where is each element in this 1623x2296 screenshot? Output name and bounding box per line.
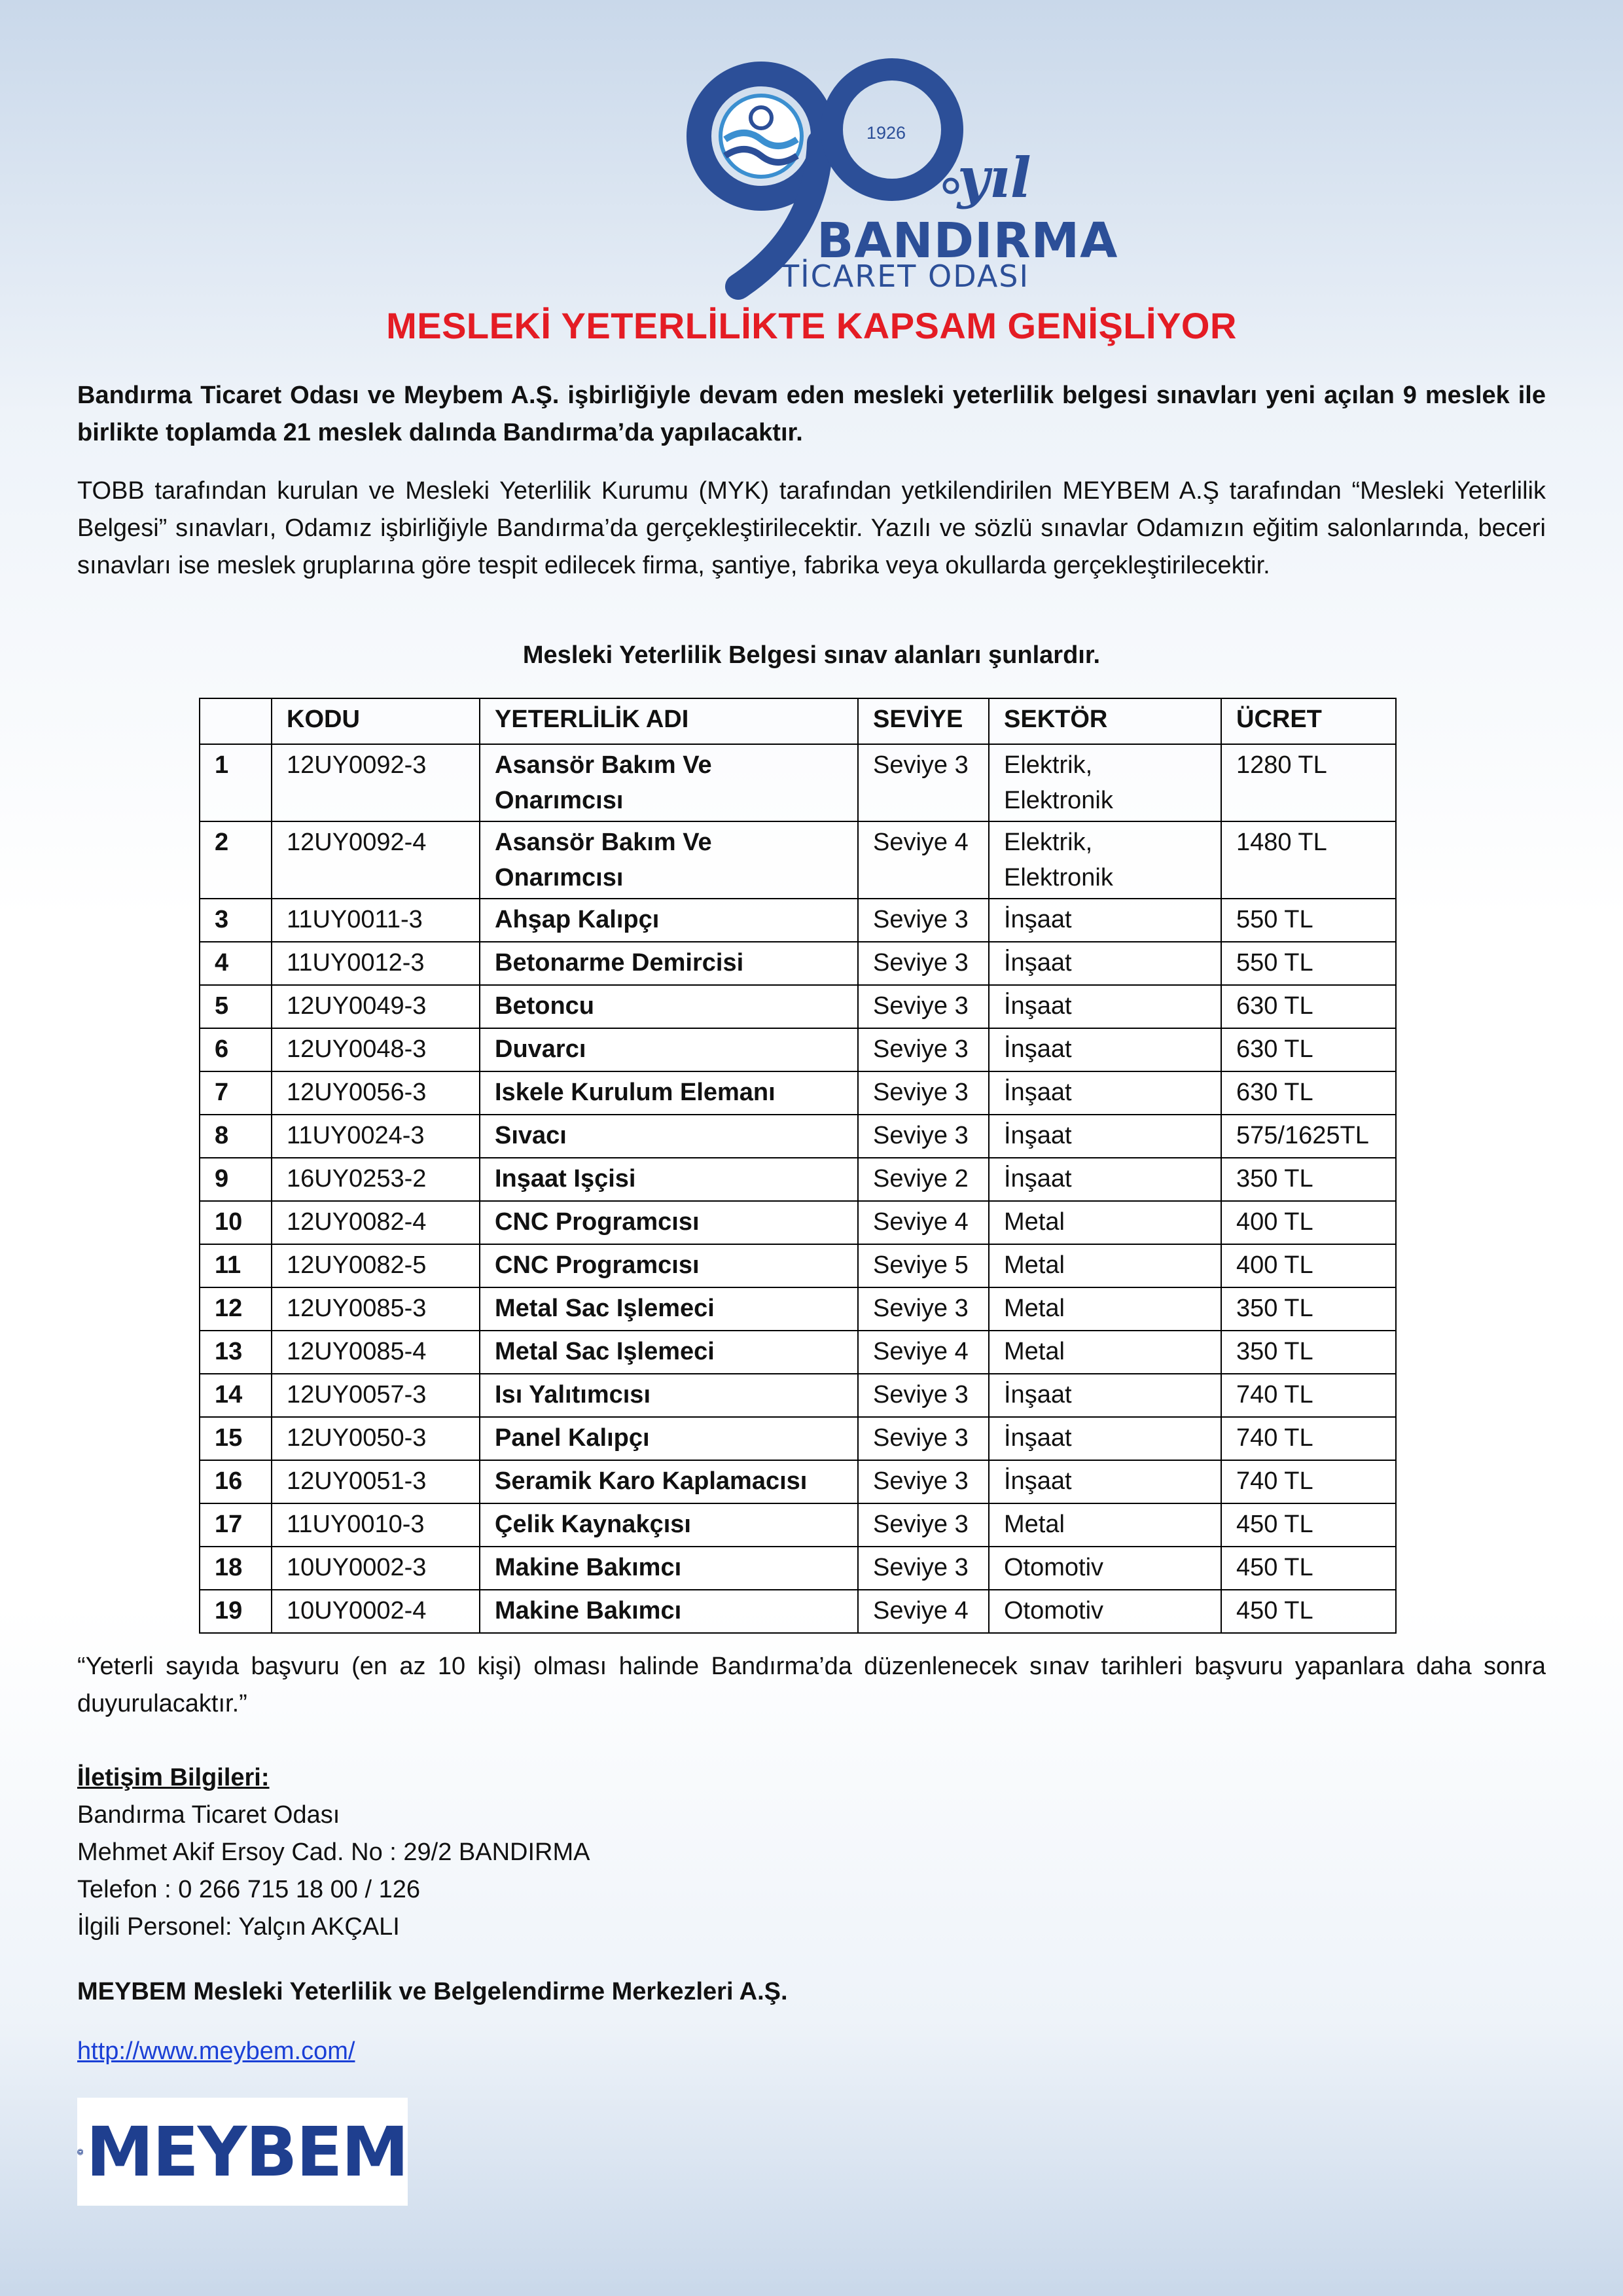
row-number: 19	[200, 1590, 272, 1633]
qualification-name: Iskele Kurulum Elemanı	[480, 1071, 858, 1115]
qualification-code: 12UY0048-3	[272, 1028, 480, 1071]
qualification-code: 12UY0057-3	[272, 1374, 480, 1417]
table-row	[200, 1547, 1396, 1590]
qualification-level: Seviye 3	[858, 1287, 989, 1331]
sector: İnşaat	[989, 985, 1221, 1028]
qualification-name: Seramik Karo Kaplamacısı	[480, 1460, 858, 1503]
fee: 1280 TL	[1221, 744, 1396, 821]
qualification-name: Asansör Bakım Ve Onarımcısı	[480, 744, 858, 821]
sector: Metal	[989, 1201, 1221, 1244]
qualification-code: 11UY0024-3	[272, 1115, 480, 1158]
header-kodu: KODU	[272, 698, 480, 744]
qualification-level: Seviye 5	[858, 1244, 989, 1287]
qualification-code: 12UY0085-3	[272, 1287, 480, 1331]
header-yeterlilik-adi: YETERLİLİK ADI	[480, 698, 858, 744]
row-number: 6	[200, 1028, 272, 1071]
sector: İnşaat	[989, 1115, 1221, 1158]
qualification-level: Seviye 3	[858, 899, 989, 942]
table-row	[200, 1590, 1396, 1633]
qualification-level: Seviye 4	[858, 1201, 989, 1244]
fee: 350 TL	[1221, 1287, 1396, 1331]
sector: Elektrik, Elektronik	[989, 821, 1221, 899]
qualification-level: Seviye 3	[858, 1460, 989, 1503]
header-no	[200, 698, 272, 744]
qualification-code: 10UY0002-3	[272, 1547, 480, 1590]
contact-address: Mehmet Akif Ersoy Cad. No : 29/2 BANDIRMA	[77, 1839, 590, 1866]
sector: Otomotiv	[989, 1547, 1221, 1590]
contact-heading: İletişim Bilgileri:	[77, 1764, 270, 1791]
row-number: 15	[200, 1417, 272, 1460]
qualification-code: 16UY0253-2	[272, 1158, 480, 1201]
intro-paragraph: Bandırma Ticaret Odası ve Meybem A.Ş. işbirliğiyle devam eden mesleki yeterlilik belgesi sınavları yeni açılan 9 meslek ile birlikte toplamda 21 meslek dalında Bandırma’da yapılacaktır.	[77, 382, 1546, 446]
fee: 630 TL	[1221, 1071, 1396, 1115]
qualification-name: CNC Programcısı	[480, 1244, 858, 1287]
page-title: MESLEKİ YETERLİLİKTE KAPSAM GENİŞLİYOR	[386, 305, 1237, 346]
sector: Elektrik, Elektronik	[989, 744, 1221, 821]
table-header-row	[200, 698, 1396, 744]
qualification-code: 11UY0011-3	[272, 899, 480, 942]
fee: 450 TL	[1221, 1547, 1396, 1590]
qualification-code: 12UY0082-5	[272, 1244, 480, 1287]
contact-block	[77, 1759, 993, 1946]
qualification-name: Ahşap Kalıpçı	[480, 899, 858, 942]
contact-phone: Telefon : 0 266 715 18 00 / 126	[77, 1876, 420, 1903]
row-number: 9	[200, 1158, 272, 1201]
table-row	[200, 1158, 1396, 1201]
row-number: 2	[200, 821, 272, 899]
helmet-icon	[77, 2103, 83, 2201]
row-number: 8	[200, 1115, 272, 1158]
qualification-level: Seviye 3	[858, 744, 989, 821]
row-number: 4	[200, 942, 272, 985]
application-note: “Yeterli sayıda başvuru (en az 10 kişi) olması halinde Bandırma’da düzenlenecek sınav tarihleri başvuru yapanlara daha sonra duyurulacaktır.”	[77, 1653, 1546, 1717]
fee: 630 TL	[1221, 1028, 1396, 1071]
table-row	[200, 1244, 1396, 1287]
row-number: 12	[200, 1287, 272, 1331]
qualification-level: Seviye 3	[858, 942, 989, 985]
sector: İnşaat	[989, 942, 1221, 985]
table-row	[200, 1071, 1396, 1115]
qualification-name: Betoncu	[480, 985, 858, 1028]
qualification-level: Seviye 3	[858, 1417, 989, 1460]
qualification-code: 12UY0092-4	[272, 821, 480, 899]
table-row	[200, 1331, 1396, 1374]
qualification-code: 12UY0082-4	[272, 1201, 480, 1244]
qualification-code: 12UY0050-3	[272, 1417, 480, 1460]
qualification-code: 10UY0002-4	[272, 1590, 480, 1633]
qualification-level: Seviye 3	[858, 1115, 989, 1158]
fee: 575/1625TL	[1221, 1115, 1396, 1158]
table-row	[200, 1503, 1396, 1547]
table-caption: Mesleki Yeterlilik Belgesi sınav alanları şunlardır.	[522, 641, 1101, 669]
sector: Metal	[989, 1244, 1221, 1287]
sector: Metal	[989, 1503, 1221, 1547]
fee: 550 TL	[1221, 899, 1396, 942]
fee: 350 TL	[1221, 1158, 1396, 1201]
qualification-level: Seviye 3	[858, 1028, 989, 1071]
qualification-name: Betonarme Demircisi	[480, 942, 858, 985]
header-seviye: SEVİYE	[858, 698, 989, 744]
table-row	[200, 1287, 1396, 1331]
company-name: MEYBEM Mesleki Yeterlilik ve Belgelendirme Merkezleri A.Ş.	[77, 1978, 788, 2005]
fee: 740 TL	[1221, 1374, 1396, 1417]
table-row	[200, 1201, 1396, 1244]
row-number: 10	[200, 1201, 272, 1244]
qualification-name: Sıvacı	[480, 1115, 858, 1158]
table-row	[200, 899, 1396, 942]
row-number: 5	[200, 985, 272, 1028]
row-number: 1	[200, 744, 272, 821]
meybem-logo-text: MEYBEM	[86, 2111, 408, 2192]
sector: İnşaat	[989, 1071, 1221, 1115]
qualification-name: Metal Sac Işlemeci	[480, 1331, 858, 1374]
meybem-website-link[interactable]: http://www.meybem.com/	[77, 2037, 355, 2065]
row-number: 14	[200, 1374, 272, 1417]
row-number: 13	[200, 1331, 272, 1374]
sector: İnşaat	[989, 1374, 1221, 1417]
qualification-code: 12UY0056-3	[272, 1071, 480, 1115]
exam-table	[199, 698, 1397, 1634]
qualification-name: Çelik Kaynakçısı	[480, 1503, 858, 1547]
table-row	[200, 821, 1396, 899]
contact-person: İlgili Personel: Yalçın AKÇALI	[77, 1913, 400, 1941]
logo-subtitle: TİCARET ODASI	[781, 259, 1030, 294]
table-row	[200, 1374, 1396, 1417]
logo-yil: yıl	[957, 145, 1031, 210]
contact-org: Bandırma Ticaret Odası	[77, 1801, 340, 1829]
exam-table-body	[200, 744, 1396, 1633]
sector: İnşaat	[989, 1028, 1221, 1071]
qualification-code: 12UY0085-4	[272, 1331, 480, 1374]
qualification-code: 11UY0010-3	[272, 1503, 480, 1547]
qualification-level: Seviye 3	[858, 1503, 989, 1547]
qualification-name: Isı Yalıtımcısı	[480, 1374, 858, 1417]
qualification-level: Seviye 3	[858, 985, 989, 1028]
header-sektor: SEKTÖR	[989, 698, 1221, 744]
qualification-name: Panel Kalıpçı	[480, 1417, 858, 1460]
qualification-level: Seviye 4	[858, 821, 989, 899]
sector: İnşaat	[989, 1158, 1221, 1201]
qualification-level: Seviye 3	[858, 1071, 989, 1115]
fee: 630 TL	[1221, 985, 1396, 1028]
fee: 350 TL	[1221, 1331, 1396, 1374]
table-row	[200, 985, 1396, 1028]
table-row	[200, 1028, 1396, 1071]
qualification-code: 12UY0051-3	[272, 1460, 480, 1503]
sector: İnşaat	[989, 1460, 1221, 1503]
row-number: 18	[200, 1547, 272, 1590]
row-number: 3	[200, 899, 272, 942]
sector: İnşaat	[989, 1417, 1221, 1460]
qualification-level: Seviye 3	[858, 1547, 989, 1590]
logo-year: 1926	[866, 123, 906, 143]
qualification-code: 12UY0092-3	[272, 744, 480, 821]
qualification-level: Seviye 4	[858, 1331, 989, 1374]
table-row	[200, 744, 1396, 821]
qualification-name: Makine Bakımcı	[480, 1590, 858, 1633]
fee: 400 TL	[1221, 1201, 1396, 1244]
meybem-logo	[77, 2098, 408, 2206]
row-number: 16	[200, 1460, 272, 1503]
qualification-name: CNC Programcısı	[480, 1201, 858, 1244]
fee: 550 TL	[1221, 942, 1396, 985]
qualification-name: Metal Sac Işlemeci	[480, 1287, 858, 1331]
table-row	[200, 942, 1396, 985]
qualification-code: 12UY0049-3	[272, 985, 480, 1028]
sector: Otomotiv	[989, 1590, 1221, 1633]
fee: 400 TL	[1221, 1244, 1396, 1287]
qualification-name: Inşaat Işçisi	[480, 1158, 858, 1201]
fee: 1480 TL	[1221, 821, 1396, 899]
row-number: 11	[200, 1244, 272, 1287]
body-paragraph: TOBB tarafından kurulan ve Mesleki Yeterlilik Kurumu (MYK) tarafından yetkilendirilen MEYBEM A.Ş tarafından “Mesleki Yeterlilik Belgesi” sınavları, Odamız işbirliğiyle Bandırma’da gerçekleştirilecektir. Yazılı ve sözlü sınavlar Odamızın eğitim salonlarında, beceri sınavları ise meslek gruplarına göre tespit edilecek firma, şantiye, fabrika veya okullarda gerçekleştirilecektir.	[77, 477, 1546, 579]
logo-name: BANDIRMA	[817, 213, 1118, 269]
fee: 740 TL	[1221, 1417, 1396, 1460]
sector: İnşaat	[989, 899, 1221, 942]
qualification-name: Asansör Bakım Ve Onarımcısı	[480, 821, 858, 899]
fee: 740 TL	[1221, 1460, 1396, 1503]
fee: 450 TL	[1221, 1503, 1396, 1547]
row-number: 7	[200, 1071, 272, 1115]
qualification-name: Duvarcı	[480, 1028, 858, 1071]
sector: Metal	[989, 1287, 1221, 1331]
table-row	[200, 1417, 1396, 1460]
qualification-level: Seviye 3	[858, 1374, 989, 1417]
qualification-name: Makine Bakımcı	[480, 1547, 858, 1590]
table-row	[200, 1115, 1396, 1158]
sector: Metal	[989, 1331, 1221, 1374]
row-number: 17	[200, 1503, 272, 1547]
table-row	[200, 1460, 1396, 1503]
qualification-level: Seviye 4	[858, 1590, 989, 1633]
header-ucret: ÜCRET	[1221, 698, 1396, 744]
qualification-level: Seviye 2	[858, 1158, 989, 1201]
fee: 450 TL	[1221, 1590, 1396, 1633]
qualification-code: 11UY0012-3	[272, 942, 480, 985]
